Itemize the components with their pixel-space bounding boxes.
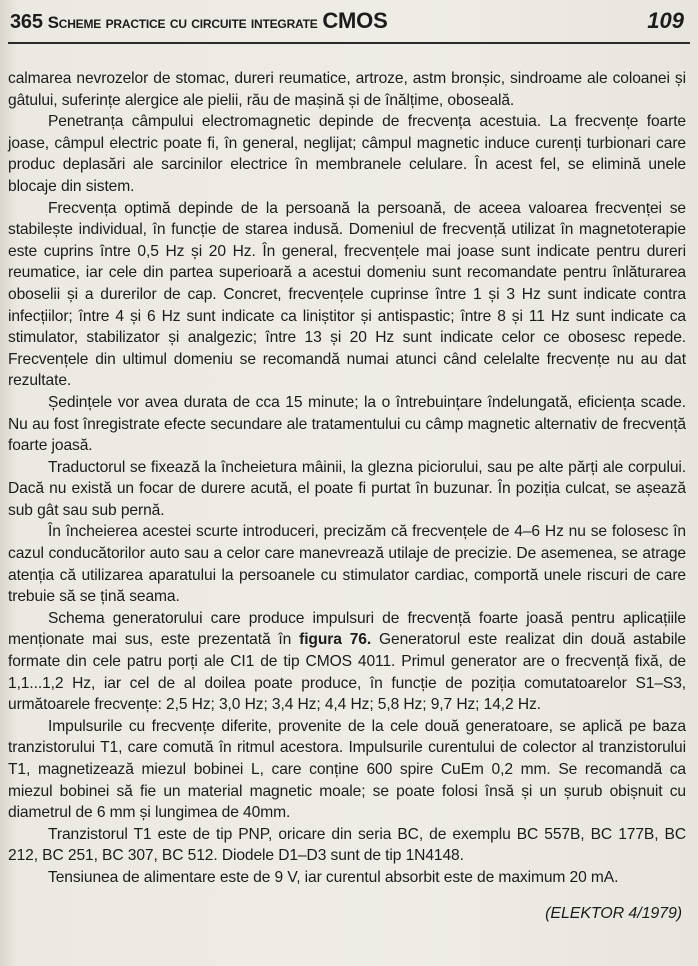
figure-reference: figura 76. — [299, 631, 372, 649]
paragraph: Penetranța câmpului electromagnetic depinde de frecvența acestuia. La frecvențe foarte joase, câmpul electric poate fi, în general, neglijat; câmpul magnetic induce curenți turbionari care produc deplasări ale sarcinilor electrice în membranele celulare. În acest fel, se elimină unele blocaje din sistem. — [8, 113, 686, 195]
title-words: Scheme practice cu circuite integrate — [47, 13, 318, 32]
paragraph — [8, 608, 686, 716]
page-body — [8, 44, 690, 924]
title-cmos: CMOS — [322, 8, 388, 33]
page-header — [8, 8, 690, 44]
paragraph: Tensiunea de alimentare este de 9 V, iar curentul absorbit este de maximum 20 mA. — [48, 868, 619, 886]
title-number: 365 — [10, 11, 43, 33]
paragraph: Impulsurile cu frecvențe diferite, provenite de la cele două generatoare, se aplică pe baza tranzistorului T1, care comută în ritmul acestora. Impulsurile curentului de colector al tranzistorului T1, magnetizează miezul bobinei L, care conține 600 spire CuEm 0,2 mm. Se recomandă ca miezul bobinei să fie un material magnetic moale; se poate folosi însă și un șurub obișnuit cu diametrul de 6 mm și lungimea de 40mm. — [8, 717, 686, 822]
source-citation: (ELEKTOR 4/1979) — [545, 904, 682, 922]
paragraph-text: Schema generatorului care produce impulsuri de frecvență foarte joasă pentru aplicațiile menționate mai sus, este prezentată în — [8, 609, 686, 649]
paragraph-text: Generatorul este realizat din două astabile formate din cele patru porți ale CI1 de tip CMOS 4011. Primul generator are o frecvență fixă, de 1,1...1,2 Hz, iar cel de al doilea poate produce, în funcție de poziția comutatoarelor S1–S3, următoarele frecvențe: 2,5 Hz; 3,0 Hz; 3,4 Hz; 4,4 Hz; 5,8 Hz; 9,7 Hz; 14,2 Hz. — [8, 631, 687, 714]
paragraph: Ședințele vor avea durata de cca 15 minute; la o întrebuințare îndelungată, eficiența scade. Nu au fost înregistrate efecte secundare ale tratamentului cu câmp magnetic alternativ de frecvență foarte joasă. — [8, 393, 686, 455]
paragraph: Tranzistorul T1 este de tip PNP, oricare din seria BC, de exemplu BC 557B, BC 177B, BC 212, BC 251, BC 307, BC 512. Diodele D1–D3 sunt de tip 1N4148. — [8, 825, 686, 865]
running-title — [10, 8, 388, 34]
page-number: 109 — [647, 8, 684, 33]
paragraph: Traductorul se fixează la încheietura mâinii, la glezna piciorului, sau pe alte părți ale corpului. Dacă nu există un focar de durere acută, el poate fi purtat în buzunar. În poziția culcat, se așează sub gât sau sub pernă. — [8, 458, 686, 519]
paragraph: Frecvența optimă depinde de la persoană la persoană, de aceea valoarea frecvenței se stabilește individual, în funcție de starea indusă. Domeniul de frecvență utilizat în magnetoterapie este cuprins între 0,5 Hz și 20 Hz. În general, frecvențele mai joase sunt indicate pentru dureri reumatice, iar cele din partea superioară a acestui domeniu sunt recomandate pentru înlăturarea oboselii și a durerilor de cap. Concret, frecvențele cuprinse între 1 și 3 Hz sunt indicate contra infecțiilor; între 4 și 6 Hz sunt indicate ca liniștitor și antispastic; între 8 și 11 Hz sunt indicate ca stimulator, stabilizator și analgezic; între 13 și 20 Hz sunt indicate celor ce obosesc repede. Frecvențele din ultimul domeniu se recomandă numai atunci când celelalte frecvențe nu au dat rezultate. — [8, 199, 686, 390]
paragraph: calmarea nevrozelor de stomac, dureri reumatice, artroze, astm bronșic, sindroame ale coloanei și gâtului, suferințe alergice ale pielii, rău de mașină și de înălțime, oboseală. — [8, 70, 686, 109]
paragraph: În încheierea acestei scurte introduceri, precizăm că frecvențele de 4–6 Hz nu se folosesc în cazul conducătorilor auto sau a celor care manevrează utilaje de precizie. De asemenea, se atrage atenția că utilizarea aparatului la persoanele cu stimulator cardiac, comportă unele riscuri de care trebuie să se țină seama. — [8, 523, 686, 606]
